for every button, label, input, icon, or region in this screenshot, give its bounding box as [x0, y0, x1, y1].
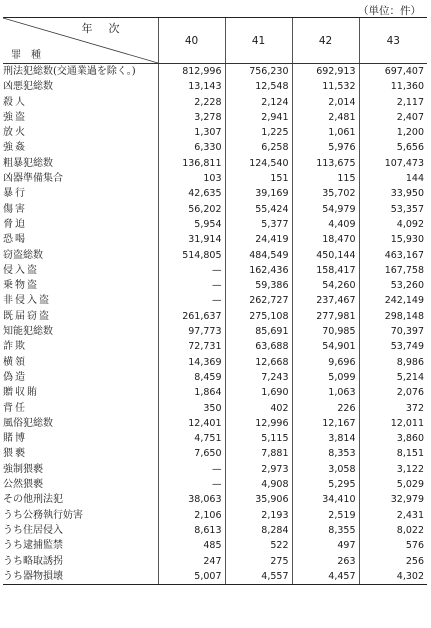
row-label: 恐喝: [3, 234, 27, 246]
value-cell: 8,459: [158, 370, 225, 385]
row-label: 放火: [3, 127, 27, 139]
value-cell: 237,467: [292, 293, 359, 308]
value-cell: 35,906: [225, 492, 292, 507]
crime-statistics-table: [3, 17, 427, 585]
value-cell: 151: [225, 171, 292, 186]
value-cell: 1,864: [158, 385, 225, 400]
row-label: 知能犯総数: [3, 326, 53, 338]
value-cell: 11,532: [292, 79, 359, 94]
value-cell: 9,696: [292, 355, 359, 370]
value-cell: 42,635: [158, 186, 225, 201]
year-header-label: 年次: [81, 22, 136, 35]
value-cell: 4,557: [225, 569, 292, 585]
row-label: 強盗: [3, 111, 27, 123]
value-cell: 8,355: [292, 523, 359, 538]
value-cell: 6,258: [225, 140, 292, 155]
value-cell: —: [158, 462, 225, 477]
value-cell: 124,540: [225, 156, 292, 171]
value-cell: 53,260: [359, 278, 427, 293]
value-cell: 55,424: [225, 202, 292, 217]
value-cell: 85,691: [225, 324, 292, 339]
value-cell: 11,360: [359, 79, 427, 94]
row-label: 風俗犯総数: [3, 417, 53, 429]
table-row: [3, 110, 427, 125]
value-cell: 8,353: [292, 446, 359, 461]
value-cell: 2,431: [359, 508, 427, 523]
value-cell: 38,063: [158, 492, 225, 507]
value-cell: 72,731: [158, 339, 225, 354]
value-cell: 54,979: [292, 202, 359, 217]
year-header: 40: [158, 18, 225, 64]
row-label: うち略取誘拐: [3, 555, 63, 567]
row-label: 公然猥褻: [3, 479, 43, 491]
value-cell: 485: [158, 538, 225, 553]
value-cell: 1,307: [158, 125, 225, 140]
value-cell: 277,981: [292, 309, 359, 324]
value-cell: 4,457: [292, 569, 359, 585]
table-row: [3, 309, 427, 324]
table-row: [3, 324, 427, 339]
value-cell: —: [158, 263, 225, 278]
row-label: 猥褻: [3, 448, 27, 460]
value-cell: 514,805: [158, 248, 225, 263]
value-cell: 692,913: [292, 64, 359, 80]
value-cell: 8,151: [359, 446, 427, 461]
value-cell: 8,284: [225, 523, 292, 538]
value-cell: 70,985: [292, 324, 359, 339]
value-cell: 2,973: [225, 462, 292, 477]
row-label: 乗物盗: [3, 280, 39, 292]
value-cell: 1,200: [359, 125, 427, 140]
value-cell: 1,061: [292, 125, 359, 140]
table-row: [3, 171, 427, 186]
value-cell: 12,548: [225, 79, 292, 94]
row-label: 強姦: [3, 142, 27, 154]
row-label: 詐欺: [3, 341, 27, 353]
table-row: [3, 79, 427, 94]
value-cell: 103: [158, 171, 225, 186]
value-cell: 167,758: [359, 263, 427, 278]
row-label: 非侵入盗: [3, 295, 51, 307]
table-row: [3, 339, 427, 354]
value-cell: 1,063: [292, 385, 359, 400]
value-cell: 56,202: [158, 202, 225, 217]
table-row: [3, 232, 427, 247]
value-cell: 756,230: [225, 64, 292, 80]
table-row: [3, 95, 427, 110]
value-cell: 350: [158, 401, 225, 416]
value-cell: 13,143: [158, 79, 225, 94]
value-cell: 3,122: [359, 462, 427, 477]
year-header: 42: [292, 18, 359, 64]
value-cell: 4,908: [225, 477, 292, 492]
table-row: [3, 140, 427, 155]
row-label: 粗暴犯総数: [3, 157, 53, 169]
value-cell: 2,228: [158, 95, 225, 110]
value-cell: 497: [292, 538, 359, 553]
value-cell: 2,014: [292, 95, 359, 110]
value-cell: 8,022: [359, 523, 427, 538]
value-cell: —: [158, 477, 225, 492]
value-cell: 144: [359, 171, 427, 186]
value-cell: 3,860: [359, 431, 427, 446]
table-row: [3, 538, 427, 553]
value-cell: 158,417: [292, 263, 359, 278]
value-cell: 484,549: [225, 248, 292, 263]
value-cell: 5,115: [225, 431, 292, 446]
table-row: [3, 370, 427, 385]
value-cell: 5,099: [292, 370, 359, 385]
header-corner-cell: [3, 18, 158, 64]
table-row: [3, 431, 427, 446]
table-row: [3, 217, 427, 232]
value-cell: 261,637: [158, 309, 225, 324]
value-cell: 8,986: [359, 355, 427, 370]
value-cell: 39,169: [225, 186, 292, 201]
value-cell: 107,473: [359, 156, 427, 171]
value-cell: 6,330: [158, 140, 225, 155]
row-label: 贈収賄: [3, 387, 39, 399]
value-cell: 14,369: [158, 355, 225, 370]
value-cell: 262,727: [225, 293, 292, 308]
value-cell: 1,225: [225, 125, 292, 140]
table-row: [3, 477, 427, 492]
value-cell: 5,295: [292, 477, 359, 492]
table-row: [3, 416, 427, 431]
row-label: うち住居侵入: [3, 524, 63, 536]
table-row: [3, 64, 427, 80]
value-cell: 2,519: [292, 508, 359, 523]
value-cell: 54,901: [292, 339, 359, 354]
value-cell: 12,401: [158, 416, 225, 431]
header-row: [3, 18, 427, 64]
row-label: 傷害: [3, 203, 27, 215]
value-cell: 115: [292, 171, 359, 186]
value-cell: 3,058: [292, 462, 359, 477]
value-cell: 12,996: [225, 416, 292, 431]
value-cell: 5,214: [359, 370, 427, 385]
table-row: [3, 554, 427, 569]
value-cell: 372: [359, 401, 427, 416]
table-row: [3, 125, 427, 140]
value-cell: 463,167: [359, 248, 427, 263]
row-label: 偽造: [3, 371, 27, 383]
row-label: 侵入盗: [3, 264, 39, 276]
value-cell: 697,407: [359, 64, 427, 80]
value-cell: 5,954: [158, 217, 225, 232]
table-row: [3, 278, 427, 293]
table-row: [3, 263, 427, 278]
value-cell: 7,243: [225, 370, 292, 385]
table-row: [3, 186, 427, 201]
value-cell: 242,149: [359, 293, 427, 308]
row-label: 凶悪犯総数: [3, 81, 53, 93]
row-label: うち器物損壊: [3, 569, 158, 585]
value-cell: 2,193: [225, 508, 292, 523]
value-cell: 97,773: [158, 324, 225, 339]
value-cell: 2,106: [158, 508, 225, 523]
value-cell: 275,108: [225, 309, 292, 324]
row-label: 背任: [3, 402, 27, 414]
value-cell: 70,397: [359, 324, 427, 339]
value-cell: 2,941: [225, 110, 292, 125]
value-cell: 5,976: [292, 140, 359, 155]
value-cell: 7,881: [225, 446, 292, 461]
row-label: うち公務執行妨害: [3, 509, 83, 521]
value-cell: 1,690: [225, 385, 292, 400]
value-cell: 2,407: [359, 110, 427, 125]
value-cell: 34,410: [292, 492, 359, 507]
year-header: 41: [225, 18, 292, 64]
value-cell: 12,668: [225, 355, 292, 370]
row-label: 刑法犯総数(交通業過を除く。): [3, 66, 136, 77]
value-cell: 12,011: [359, 416, 427, 431]
value-cell: 2,481: [292, 110, 359, 125]
row-label: 窃盗総数: [3, 249, 43, 261]
category-header-label: 罪種: [11, 50, 51, 61]
value-cell: 53,357: [359, 202, 427, 217]
value-cell: 24,419: [225, 232, 292, 247]
value-cell: 53,749: [359, 339, 427, 354]
value-cell: 3,814: [292, 431, 359, 446]
value-cell: 5,377: [225, 217, 292, 232]
value-cell: 59,386: [225, 278, 292, 293]
row-label: その他刑法犯: [3, 494, 63, 506]
row-label: 脅迫: [3, 218, 27, 230]
value-cell: 247: [158, 554, 225, 569]
value-cell: 5,007: [158, 569, 225, 585]
value-cell: 4,409: [292, 217, 359, 232]
value-cell: 263: [292, 554, 359, 569]
value-cell: 18,470: [292, 232, 359, 247]
row-label: 殺人: [3, 96, 27, 108]
table-row: [3, 156, 427, 171]
value-cell: 576: [359, 538, 427, 553]
value-cell: 4,751: [158, 431, 225, 446]
table-row: [3, 293, 427, 308]
value-cell: 12,167: [292, 416, 359, 431]
value-cell: 35,702: [292, 186, 359, 201]
row-label: 既届窃盗: [3, 310, 51, 322]
value-cell: —: [158, 293, 225, 308]
value-cell: 450,144: [292, 248, 359, 263]
table-row: [3, 508, 427, 523]
table-row: [3, 462, 427, 477]
value-cell: 63,688: [225, 339, 292, 354]
value-cell: 275: [225, 554, 292, 569]
value-cell: 402: [225, 401, 292, 416]
value-cell: 4,092: [359, 217, 427, 232]
table-row: [3, 355, 427, 370]
table-row: [3, 248, 427, 263]
table-row: [3, 202, 427, 217]
value-cell: 33,950: [359, 186, 427, 201]
value-cell: 298,148: [359, 309, 427, 324]
table-row: [3, 401, 427, 416]
unit-label: （単位：件）: [358, 5, 421, 17]
table-row: [3, 569, 427, 585]
value-cell: 8,613: [158, 523, 225, 538]
value-cell: 54,260: [292, 278, 359, 293]
row-label: 横領: [3, 356, 27, 368]
value-cell: 2,117: [359, 95, 427, 110]
table-row: [3, 385, 427, 400]
table-row: [3, 523, 427, 538]
value-cell: 113,675: [292, 156, 359, 171]
value-cell: 4,302: [359, 569, 427, 585]
value-cell: 3,278: [158, 110, 225, 125]
row-label: 強制猥褻: [3, 463, 43, 475]
value-cell: 31,914: [158, 232, 225, 247]
row-label: うち逮捕監禁: [3, 540, 63, 552]
value-cell: 136,811: [158, 156, 225, 171]
value-cell: 5,656: [359, 140, 427, 155]
value-cell: 2,076: [359, 385, 427, 400]
row-label: 暴行: [3, 188, 27, 200]
value-cell: 2,124: [225, 95, 292, 110]
row-label: 凶器準備集合: [3, 173, 63, 185]
row-label: 賭博: [3, 433, 27, 445]
value-cell: 812,996: [158, 64, 225, 80]
value-cell: 522: [225, 538, 292, 553]
value-cell: 32,979: [359, 492, 427, 507]
year-header: 43: [359, 18, 427, 64]
value-cell: 256: [359, 554, 427, 569]
value-cell: 226: [292, 401, 359, 416]
value-cell: 162,436: [225, 263, 292, 278]
table-row: [3, 492, 427, 507]
value-cell: 5,029: [359, 477, 427, 492]
value-cell: —: [158, 278, 225, 293]
value-cell: 15,930: [359, 232, 427, 247]
value-cell: 7,650: [158, 446, 225, 461]
table-row: [3, 446, 427, 461]
